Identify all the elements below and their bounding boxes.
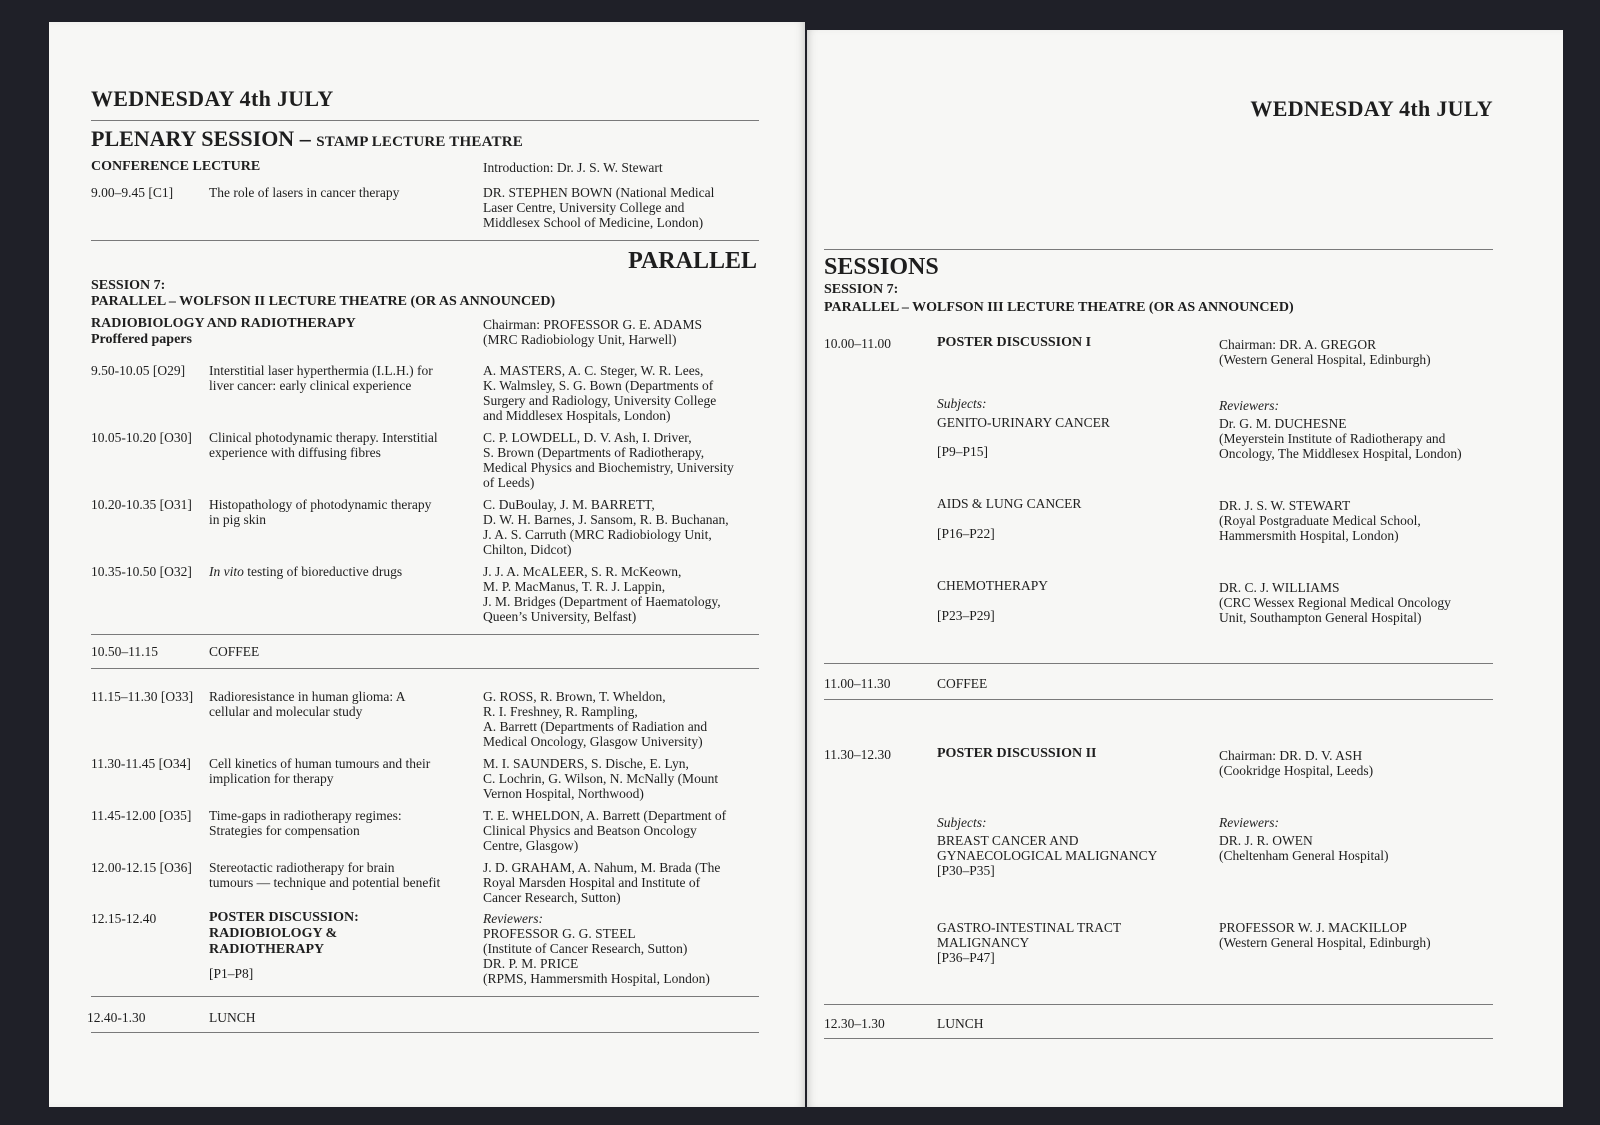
divider (91, 668, 759, 669)
reviewer: DR. C. J. WILLIAMS (CRC Wessex Regional Medical Oncology Unit, Southampton General Hospital) (1219, 580, 1451, 625)
talk-title: Time-gaps in radiotherapy regimes: Strategies for compensation (209, 808, 402, 838)
divider (91, 634, 759, 635)
plenary-title: PLENARY SESSION (91, 126, 295, 151)
c1-speaker: DR. STEPHEN BOWN (National Medical Laser Centre, University College and Middlesex School of Medicine, London) (483, 185, 715, 230)
lunch-time: 12.40-1.30 (87, 1010, 146, 1025)
divider (91, 120, 759, 121)
talk-title: Stereotactic radiotherapy for brain tumours — technique and potential benefit (209, 860, 441, 890)
subject: AIDS & LUNG CANCER (937, 496, 1082, 511)
c1-title: The role of lasers in cancer therapy (209, 185, 400, 200)
lunch-label: LUNCH (937, 1016, 984, 1031)
talk-title: Interstitial laser hyperthermia (I.L.H.) for liver cancer: early clinical experience (209, 363, 433, 393)
reviewer: PROFESSOR W. J. MACKILLOP (Western General Hospital, Edinburgh) (1219, 920, 1431, 950)
poster-time: 12.15-12.40 (91, 911, 157, 926)
talk-time: 11.45-12.00 [O35] (91, 808, 192, 823)
lunch-time: 12.30–1.30 (824, 1016, 885, 1031)
session-venue: PARALLEL – WOLFSON II LECTURE THEATRE (OR AS ANNOUNCED) (91, 294, 556, 309)
subject-code: [P9–P15] (937, 444, 989, 459)
divider (824, 699, 1493, 700)
introduction: Introduction: Dr. J. S. W. Stewart (483, 160, 663, 175)
reviewer: DR. J. R. OWEN (Cheltenham General Hospital) (1219, 833, 1389, 863)
left-page (49, 22, 805, 1107)
talk-time: 11.30-11.45 [O34] (91, 756, 191, 771)
talk-time: 10.05-10.20 [O30] (91, 430, 192, 445)
subjects-label: Subjects: (937, 396, 987, 411)
subject: GASTRO-INTESTINAL TRACT MALIGNANCY [P36–P47] (937, 920, 1122, 965)
talk-title: Cell kinetics of human tumours and their implication for therapy (209, 756, 431, 786)
talk-time: 12.00-12.15 [O36] (91, 860, 192, 875)
reviewer: Dr. G. M. DUCHESNE (Meyerstein Institute of Radiotherapy and Oncology, The Middlesex Hospital, London) (1219, 416, 1462, 461)
talk-authors: J. J. A. McALEER, S. R. McKeown, M. P. MacManus, T. R. J. Lappin, J. M. Bridges (Department of Haematology, Queen’s University, Belfast) (483, 564, 721, 624)
talk-time: 10.20-10.35 [O31] (91, 497, 192, 512)
talk-authors: C. P. LOWDELL, D. V. Ash, I. Driver, S. Brown (Departments of Radiotherapy, Medical Physics and Biochemistry, University of Leeds) (483, 430, 734, 490)
pd2-time: 11.30–12.30 (824, 747, 891, 762)
coffee-label: COFFEE (209, 644, 260, 659)
poster-reviewers: Reviewers: PROFESSOR G. G. STEEL (Institute of Cancer Research, Sutton) DR. P. M. PRICE (RPMS, Hammersmith Hospital, London) (483, 911, 710, 986)
subject: GENITO-URINARY CANCER (937, 415, 1110, 430)
pd1-title: POSTER DISCUSSION I (937, 335, 1092, 350)
pd1-time: 10.00–11.00 (824, 336, 891, 351)
reviewer: DR. J. S. W. STEWART (Royal Postgraduate Medical School, Hammersmith Hospital, London) (1219, 498, 1421, 543)
coffee-label: COFFEE (937, 676, 988, 691)
session-venue: PARALLEL – WOLFSON III LECTURE THEATRE (OR AS ANNOUNCED) (824, 300, 1294, 315)
reviewers-label: Reviewers: (1219, 815, 1279, 830)
subject: CHEMOTHERAPY (937, 578, 1049, 593)
lunch-label: LUNCH (209, 1010, 256, 1025)
talk-title: Histopathology of photodynamic therapy in pig skin (209, 497, 432, 527)
talk-time: 9.50-10.05 [O29] (91, 363, 186, 378)
reviewers-label: Reviewers: (1219, 398, 1279, 413)
sessions-label: SESSIONS (824, 254, 939, 280)
parallel-label: PARALLEL (628, 248, 757, 274)
plenary-heading (91, 126, 523, 152)
conference-lecture-label: CONFERENCE LECTURE (91, 159, 261, 174)
talk-time: 11.15–11.30 [O33] (91, 689, 194, 704)
divider (824, 1004, 1493, 1005)
c1-time: 9.00–9.45 [C1] (91, 185, 174, 200)
talk-title: In vito testing of bioreductive drugs (209, 564, 403, 579)
divider (91, 996, 759, 997)
talk-authors: T. E. WHELDON, A. Barrett (Department of Clinical Physics and Beatson Oncology Centre, Glasgow) (483, 808, 727, 853)
pd2-title: POSTER DISCUSSION II (937, 746, 1097, 761)
talk-time: 10.35-10.50 [O32] (91, 564, 192, 579)
poster-title: POSTER DISCUSSION: RADIOBIOLOGY & RADIOTHERAPY (209, 910, 359, 957)
coffee-time: 11.00–11.30 (824, 676, 891, 691)
subjects-label: Subjects: (937, 815, 987, 830)
divider (824, 249, 1493, 250)
plenary-dash: – (299, 126, 311, 151)
session-label: SESSION 7: (824, 282, 899, 297)
subject-code: [P23–P29] (937, 608, 995, 623)
divider (824, 1038, 1493, 1039)
divider (824, 663, 1493, 664)
talk-authors: J. D. GRAHAM, A. Nahum, M. Brada (The Royal Marsden Hospital and Institute of Cancer Research, Sutton) (483, 860, 721, 905)
day-heading: WEDNESDAY 4th JULY (91, 86, 334, 111)
divider (91, 1032, 759, 1033)
proffered-label: Proffered papers (91, 332, 192, 347)
subject-code: [P16–P22] (937, 526, 995, 541)
talk-title: Radioresistance in human glioma: A cellular and molecular study (209, 689, 406, 719)
plenary-venue: STAMP LECTURE THEATRE (316, 134, 523, 150)
talk-authors: M. I. SAUNDERS, S. Dische, E. Lyn, C. Lochrin, G. Wilson, N. McNally (Mount Vernon Hospital, Northwood) (483, 756, 719, 801)
chairman: Chairman: PROFESSOR G. E. ADAMS (MRC Radiobiology Unit, Harwell) (483, 317, 703, 347)
talk-authors: C. DuBoulay, J. M. BARRETT, D. W. H. Barnes, J. Sansom, R. B. Buchanan, J. A. S. Carruth (MRC Radiobiology Unit, Chilton, Didcot) (483, 497, 729, 557)
pd1-chairman: Chairman: DR. A. GREGOR (Western General Hospital, Edinburgh) (1219, 337, 1431, 367)
subject: BREAST CANCER AND GYNAECOLOGICAL MALIGNANCY [P30–P35] (937, 833, 1158, 878)
talk-authors: G. ROSS, R. Brown, T. Wheldon, R. I. Freshney, R. Rampling, A. Barrett (Departments of Radiation and Medical Oncology, Glasgow University) (483, 689, 708, 749)
topic-label: RADIOBIOLOGY AND RADIOTHERAPY (91, 316, 356, 331)
right-page (807, 30, 1563, 1107)
poster-code: [P1–P8] (209, 966, 254, 981)
day-heading: WEDNESDAY 4th JULY (1250, 96, 1493, 121)
session-label: SESSION 7: (91, 278, 166, 293)
divider (91, 240, 759, 241)
coffee-time: 10.50–11.15 (91, 644, 158, 659)
talk-authors: A. MASTERS, A. C. Steger, W. R. Lees, K. Walmsley, S. G. Bown (Departments of Surgery and Radiology, University College and Middlesex Hospitals, London) (483, 363, 717, 423)
talk-title: Clinical photodynamic therapy. Interstitial experience with diffusing fibres (209, 430, 438, 460)
pd2-chairman: Chairman: DR. D. V. ASH (Cookridge Hospital, Leeds) (1219, 748, 1374, 778)
